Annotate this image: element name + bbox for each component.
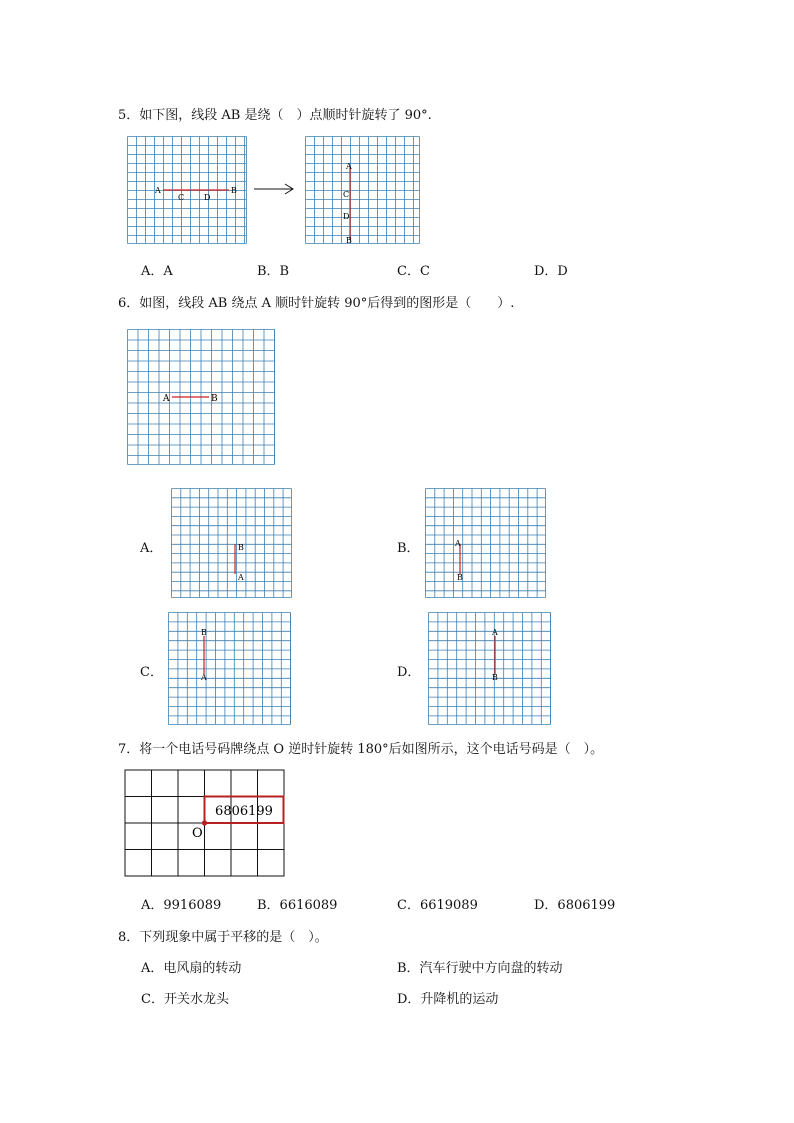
label-d: D (343, 212, 350, 221)
q6-option-b-grid[interactable] (425, 488, 546, 598)
q6-option-c-grid[interactable] (168, 612, 291, 725)
q6-main-grid (127, 329, 275, 465)
question-6-text: 6．如图，线段 AB 绕点 A 顺时针旋转 90°后得到的图形是（ ）. (118, 296, 515, 311)
q5-arrow (252, 182, 297, 196)
q6-option-c-letter[interactable]: C． (140, 665, 163, 680)
point-o (202, 820, 207, 825)
label-a: A (455, 539, 461, 548)
label-b: B (201, 628, 207, 637)
q5-option-b[interactable]: B．B (257, 264, 290, 279)
q5-grid-left (127, 136, 247, 244)
q5-option-c[interactable]: C．C (397, 264, 430, 279)
label-a: A (201, 673, 207, 682)
q7-grid (124, 769, 286, 879)
label-b: B (231, 186, 237, 195)
q5-grid-right (305, 136, 420, 244)
q8-option-c[interactable]: C．开关水龙头 (141, 992, 229, 1007)
label-b: B (492, 673, 498, 682)
q6-option-a-letter[interactable]: A． (140, 541, 163, 556)
label-b: B (457, 573, 463, 582)
q8-option-d[interactable]: D．升降机的运动 (397, 992, 499, 1007)
grid-lines (306, 137, 420, 244)
grid-lines (429, 613, 551, 725)
label-b: B (238, 543, 244, 552)
point-o-label: O (192, 826, 203, 841)
grid-lines (172, 489, 292, 598)
q7-option-d[interactable]: D．6806199 (534, 898, 616, 913)
grid-lines (169, 613, 291, 725)
q6-option-b-letter[interactable]: B． (397, 541, 420, 556)
phone-number-text: 6806199 (215, 804, 273, 819)
label-b: B (211, 394, 218, 404)
label-a: A (346, 162, 352, 171)
q7-option-a[interactable]: A．9916089 (141, 898, 222, 913)
q5-option-d[interactable]: D．D (534, 264, 568, 279)
q7-option-b[interactable]: B．6616089 (257, 898, 338, 913)
q6-option-a-grid[interactable] (171, 488, 292, 598)
label-a: A (163, 394, 170, 404)
q8-option-a[interactable]: A．电风扇的转动 (141, 961, 242, 976)
label-b: B (346, 236, 352, 244)
label-a: A (238, 573, 244, 582)
label-c: C (178, 193, 185, 202)
q6-option-d-letter[interactable]: D． (397, 665, 421, 680)
q6-option-d-grid[interactable] (428, 612, 551, 725)
question-7-text: 7．将一个电话号码牌绕点 O 逆时针旋转 180°后如图所示，这个电话号码是（ ）。 (118, 742, 604, 757)
label-d: D (204, 193, 211, 202)
question-5-text: 5．如下图，线段 AB 是绕（ ）点顺时针旋转了 90°. (118, 108, 432, 123)
q7-option-c[interactable]: C．6619089 (397, 898, 478, 913)
label-a: A (492, 628, 498, 637)
q5-option-a[interactable]: A．A (141, 264, 173, 279)
question-8-text: 8．下列现象中属于平移的是（ ）。 (118, 930, 328, 945)
q8-option-b[interactable]: B．汽车行驶中方向盘的转动 (397, 961, 563, 976)
label-a: A (155, 186, 161, 195)
grid-lines (426, 489, 546, 598)
label-c: C (343, 190, 350, 199)
